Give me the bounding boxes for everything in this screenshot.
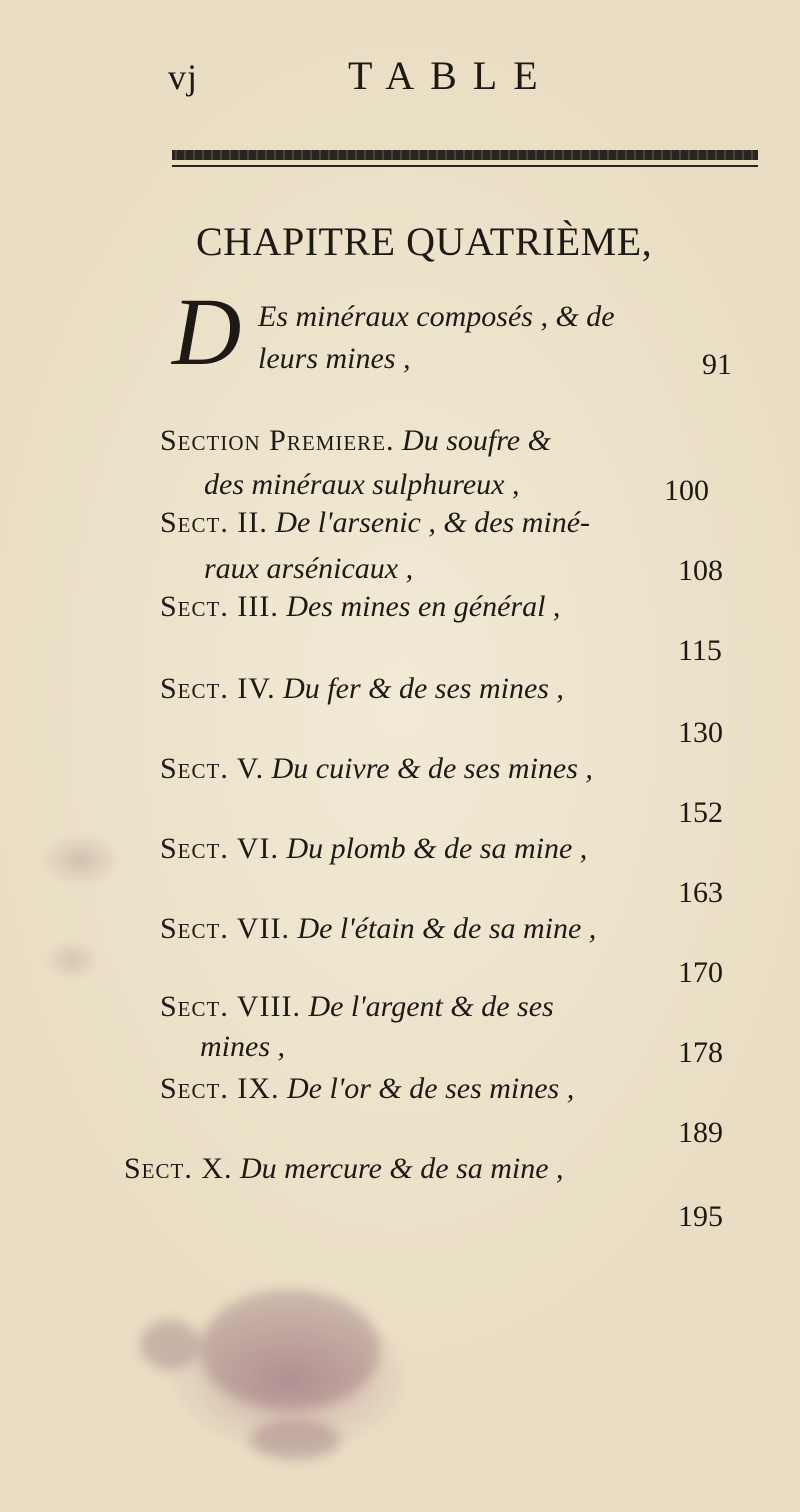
ink-stain — [140, 1320, 200, 1370]
dropcap: D — [172, 278, 242, 385]
intro-line-2: leurs mines , — [258, 342, 411, 375]
entry-title: Du fer & de ses mines , — [283, 672, 564, 705]
entry-title: De l'or & de ses mines , — [287, 1072, 575, 1105]
intro-page-number: 91 — [702, 348, 732, 381]
entry-label: Sect. IV. — [160, 672, 276, 705]
entry-title: Du soufre & — [402, 424, 551, 457]
header-rule-thin — [172, 165, 758, 167]
entry-title-continued: raux arsénicaux , — [204, 552, 414, 585]
intro-line-1: Es minéraux composés , & de — [258, 300, 615, 333]
entry-title: Des mines en général , — [286, 590, 561, 623]
entry-page-number: 189 — [678, 1116, 723, 1149]
entry-label: Sect. IX. — [160, 1072, 280, 1105]
ink-stain — [250, 1420, 340, 1460]
entry-label: Sect. VIII. — [160, 990, 301, 1023]
entry-page-number: 163 — [678, 876, 723, 909]
entry-label: Sect. VII. — [160, 912, 290, 945]
entry-page-number: 195 — [678, 1200, 723, 1233]
entry-page-number: 178 — [678, 1036, 723, 1069]
entry-page-number: 108 — [678, 554, 723, 587]
entry-page-number: 130 — [678, 716, 723, 749]
entry-title: De l'arsenic , & des miné- — [275, 506, 591, 539]
entry-label: Sect. X. — [124, 1152, 233, 1185]
entry-label: Section Premiere. — [160, 424, 395, 457]
entry-title: Du mercure & de sa mine , — [240, 1152, 564, 1185]
entry-title: Du plomb & de sa mine , — [286, 832, 588, 865]
entry-label: Sect. V. — [160, 752, 265, 785]
entry-page-number: 170 — [678, 956, 723, 989]
entry-label: Sect. VI. — [160, 832, 279, 865]
header-rule-thick — [172, 150, 758, 160]
page-number: vj — [168, 57, 199, 97]
page-header — [0, 50, 800, 100]
ink-stain — [200, 1290, 380, 1410]
entry-page-number: 152 — [678, 796, 723, 829]
entry-title-continued: des minéraux sulphureux , — [204, 468, 520, 501]
running-head: TABLE — [348, 53, 554, 98]
entry-title: De l'argent & de ses — [308, 990, 554, 1023]
entry-label: Sect. III. — [160, 590, 279, 623]
entry-page-number: 100 — [664, 474, 709, 507]
entry-label: Sect. II. — [160, 506, 268, 539]
entry-title-continued: mines , — [200, 1030, 285, 1063]
entry-title: De l'étain & de sa mine , — [297, 912, 597, 945]
entry-page-number: 115 — [678, 634, 722, 667]
chapter-title: CHAPITRE QUATRIÈME, — [196, 219, 653, 264]
entry-title: Du cuivre & de ses mines , — [271, 752, 593, 785]
